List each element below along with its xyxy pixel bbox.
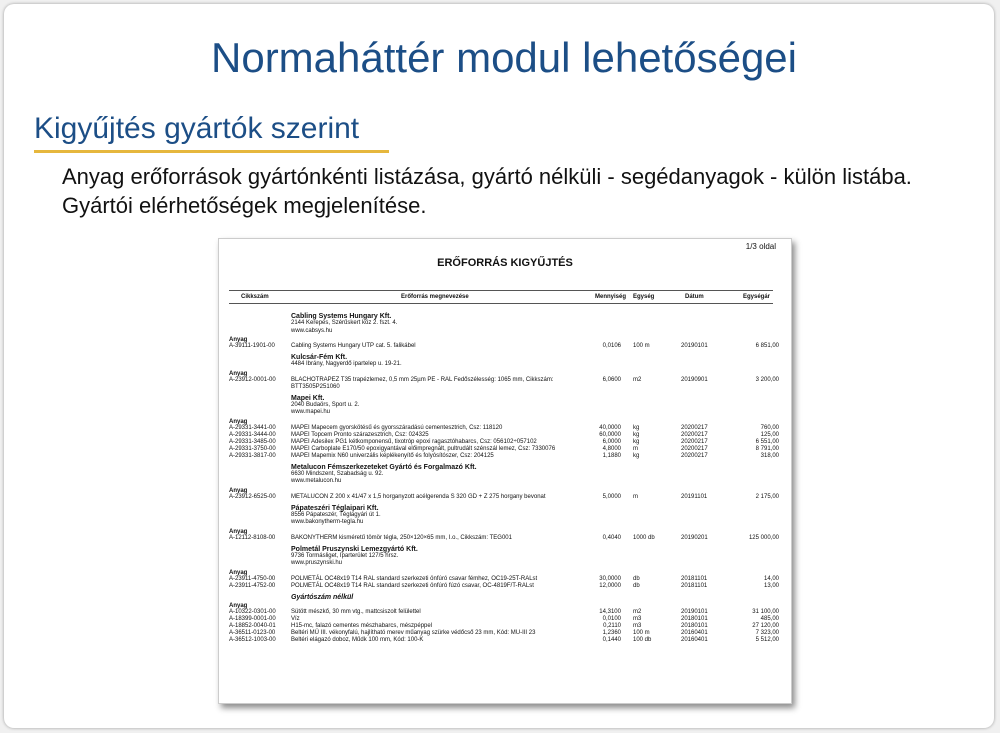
cell-quantity: 5,0000 — [602, 493, 621, 500]
table-row — [229, 534, 779, 542]
cell-unit: db — [633, 575, 640, 582]
manufacturer-section — [229, 354, 779, 391]
cell-unit: 100 m — [633, 343, 650, 349]
slide-subtitle: Kigyűjtés gyártók szerint — [34, 112, 360, 145]
cell-description: H15-mc, falazó cementes mészhabarcs, mészpéppel — [291, 622, 433, 629]
cell-code: A-36511-0123-00 — [229, 629, 276, 636]
manufacturer-address: 2040 Budaörs, Sport u. 2. — [291, 401, 360, 408]
document-content — [229, 313, 779, 648]
manufacturer-name: Pápateszéri Téglaipari Kft. — [291, 504, 379, 512]
subtitle-underline — [34, 150, 389, 153]
cell-price: 31 100,00 — [752, 608, 779, 615]
manufacturer-name: Metalucon Fémszerkezeteket Gyártó és Forgalmazó Kft. — [291, 463, 477, 471]
material-label: Anyag — [229, 487, 248, 494]
cell-unit: m — [633, 445, 638, 452]
cell-date: 20181101 — [681, 575, 708, 582]
cell-unit: db — [633, 582, 640, 589]
cell-price: 5 512,00 — [755, 636, 779, 643]
cell-description: Cabling Systems Hungary UTP cat. 5. falikábel — [291, 343, 416, 349]
cell-unit: 1000 db — [633, 534, 655, 541]
material-label: Anyag — [229, 528, 248, 535]
cell-quantity: 1,1880 — [602, 452, 621, 459]
body-line-1: Anyag erőforrások gyártónkénti listázása, gyártó nélküli - segédanyagok - külön listába. — [62, 164, 912, 189]
cell-description: Beltéri elágazó doboz, Műdk 100 mm, Kód: 100-K — [291, 636, 424, 643]
cell-price: 13,00 — [763, 582, 779, 589]
table-row — [229, 582, 779, 590]
cell-unit: m — [633, 493, 638, 500]
cell-unit: kg — [633, 431, 640, 438]
document-preview — [218, 238, 792, 704]
slide-body — [62, 162, 992, 220]
cell-price: 6 551,00 — [755, 438, 779, 445]
cell-quantity: 0,0100 — [602, 615, 621, 622]
cell-price: 2 175,00 — [755, 493, 779, 500]
cell-date: 20160401 — [681, 636, 708, 643]
manufacturer-address: www.pruszynski.hu — [291, 560, 343, 566]
table-row — [229, 608, 779, 616]
cell-code: A-23911-4750-00 — [229, 575, 276, 582]
header-price: Egységár — [743, 294, 771, 300]
cell-unit: kg — [633, 452, 640, 459]
cell-date: 20190101 — [681, 608, 708, 615]
cell-code: A-39111-1901-00 — [229, 343, 275, 349]
cell-code: A-10322-0301-00 — [229, 608, 276, 615]
cell-date: 20200217 — [681, 445, 708, 452]
document-title: ERŐFORRÁS KIGYŰJTÉS — [437, 257, 573, 269]
cell-unit: m3 — [633, 622, 642, 629]
cell-date: 20181101 — [681, 582, 708, 589]
page-number: 1/3 oldal — [745, 242, 776, 251]
header-date: Dátum — [685, 294, 704, 300]
cell-unit: kg — [633, 438, 640, 445]
cell-description: MAPEI Mapecem gyorskötésű és gyorsszáradású cementesztrich, Csz: 118120 — [291, 424, 503, 431]
manufacturer-address: www.bakonytherm-tegla.hu — [291, 519, 364, 525]
manufacturer-address: 6630 Mindszent, Szabadság u. 92. — [291, 470, 384, 477]
cell-date: 20200217 — [681, 438, 708, 445]
manufacturer-name: Kulcsár-Fém Kft. — [291, 354, 348, 361]
cell-quantity: 0,1440 — [602, 636, 621, 643]
manufacturer-address: 2144 Kerepes, Szérűskert köz 2. fszt. 4. — [291, 320, 398, 326]
cell-quantity: 4,8000 — [602, 445, 621, 452]
material-label: Anyag — [229, 370, 248, 377]
manufacturer-section — [229, 394, 779, 460]
table-row — [229, 629, 779, 637]
cell-code: A-18852-0040-01 — [229, 622, 276, 629]
cell-price: 14,00 — [763, 575, 779, 582]
cell-quantity: 0,0106 — [602, 343, 621, 349]
cell-date: 20190101 — [681, 343, 708, 349]
cell-date: 20180101 — [681, 622, 708, 629]
cell-code: A-18399-0001-00 — [229, 615, 276, 622]
cell-quantity: 12,0000 — [599, 582, 621, 589]
material-label: Anyag — [229, 418, 248, 425]
cell-date: 20190901 — [681, 376, 708, 383]
cell-date: 20180101 — [681, 615, 708, 622]
cell-description: MAPEI Topcem Pronto szárazesztrich, Csz: 024325 — [291, 431, 429, 438]
cell-price: 7 323,00 — [755, 629, 779, 636]
cell-code: A-36512-1003-00 — [229, 636, 276, 643]
cell-unit: 100 db — [633, 636, 652, 643]
cell-description: METALUCON Z 200 x 41/47 x 1,5 horganyzott acélgerenda S 320 GD + Z 275 horgany bevonat — [291, 493, 546, 500]
header-unit: Egység — [633, 294, 655, 300]
cell-description: BLACHOTRAPEZ T35 trapézlemez, 0,5 mm 25µm PE - RAL Fedőszélesség: 1065 mm, Cikkszám: BTT3505P251060 — [291, 376, 554, 390]
cell-quantity: 6,0000 — [602, 438, 621, 445]
manufacturer-address: 8556 Pápateszér, Téglagyári út 1. — [291, 511, 381, 518]
table-row — [229, 424, 779, 432]
cell-code: A-29331-3817-00 — [229, 452, 276, 459]
manufacturer-name: Cabling Systems Hungary Kft. — [291, 313, 392, 320]
table-row — [229, 376, 779, 391]
cell-price: 8 791,00 — [755, 445, 779, 452]
cell-code: A-23912-6525-00 — [229, 493, 276, 500]
table-row — [229, 636, 779, 644]
cell-quantity: 60,0000 — [599, 431, 621, 438]
cell-description: MAPEI Mapemix N60 univerzális képlékenyítő és folyósítószer, Csz: 204125 — [291, 452, 494, 459]
cell-date: 20200217 — [681, 452, 708, 459]
manufacturer-name: Polmetál Pruszynski Lemezgyártó Kft. — [291, 545, 418, 553]
cell-description: Víz — [291, 615, 300, 622]
table-row — [229, 493, 779, 501]
cell-price: 125 000,00 — [748, 534, 779, 541]
cell-quantity: 40,0000 — [599, 424, 621, 431]
table-row — [229, 615, 779, 623]
cell-date: 20200217 — [681, 424, 708, 431]
cell-code: A-23911-4752-00 — [229, 582, 276, 589]
header-code: Cikkszám — [241, 294, 269, 300]
cell-quantity: 30,0000 — [599, 575, 621, 582]
cell-quantity: 0,4040 — [602, 534, 621, 541]
cell-unit: 100 m — [633, 629, 650, 636]
manufacturer-section — [229, 313, 779, 350]
cell-description: MAPEI Adesilex PG1 kétkomponensű, tixotróp epoxi ragasztóhabarcs, Csz: 056102÷057102 — [291, 438, 537, 445]
header-name: Erőforrás megnevezése — [401, 294, 469, 300]
cell-quantity: 0,2110 — [603, 622, 621, 629]
table-row — [229, 452, 779, 460]
manufacturer-address: www.mapei.hu — [291, 409, 331, 415]
cell-code: A-29331-3441-00 — [229, 424, 276, 431]
manufacturer-section — [229, 504, 779, 542]
cell-description: POLMETÁL OC48x19 T14 RAL standard szerkezeti önfúró csavar fémhez, OC19-25T-RALst — [291, 575, 538, 582]
table-header — [229, 290, 773, 304]
manufacturer-address: 4484 Ibrány, Nagyerdő ipartelep u. 19-21. — [291, 361, 402, 367]
cell-quantity: 14,3100 — [599, 608, 621, 615]
table-row — [229, 343, 779, 350]
cell-unit: m3 — [633, 615, 642, 622]
cell-date: 20191101 — [681, 493, 708, 500]
table-row — [229, 622, 779, 630]
table-row — [229, 431, 779, 439]
table-row — [229, 445, 779, 453]
manufacturer-address: www.cabsys.hu — [291, 327, 333, 334]
slide — [4, 4, 994, 728]
cell-price: 318,00 — [760, 452, 779, 459]
cell-code: A-23912-0001-00 — [229, 376, 276, 383]
cell-quantity: 6,0600 — [602, 376, 621, 383]
cell-price: 485,00 — [760, 615, 779, 622]
cell-unit: m2 — [633, 608, 642, 615]
cell-code: A-29331-3444-00 — [229, 431, 276, 438]
cell-description: MAPEI Carboplate E170/50 epoxigyantával előimpregnált, pultrudált szénszál lemez, Csz: 7330076 — [291, 445, 556, 452]
cell-description: Beltéri MÜ III. vékonyfalú, hajlítható merev műanyag szürke védőcső 23 mm, Kód: MU-III 23 — [291, 629, 536, 636]
cell-price: 27 120,00 — [752, 622, 779, 629]
manufacturer-section — [229, 593, 779, 644]
cell-unit: kg — [633, 424, 640, 431]
table-row — [229, 575, 779, 583]
cell-description: POLMETÁL OC48x19 T14 RAL standard szerkezeti önfúró fúzó csavar, OC-4819F/T-RALst — [291, 582, 534, 589]
manufacturer-name: Mapei Kft. — [291, 394, 325, 402]
manufacturer-address: 9736 Tormásliget, Iparterület 127/5 hrsz. — [291, 552, 399, 559]
cell-code: A-29331-3485-00 — [229, 438, 276, 445]
slide-title: Normaháttér modul lehetőségei — [211, 34, 797, 81]
cell-date: 20200217 — [681, 431, 708, 438]
material-label: Anyag — [229, 602, 248, 609]
cell-code: A-29331-3750-00 — [229, 445, 276, 452]
cell-date: 20190201 — [681, 534, 708, 541]
cell-price: 3 200,00 — [755, 376, 779, 383]
material-label: Anyag — [229, 569, 248, 576]
manufacturer-address: www.metalucon.hu — [291, 478, 342, 484]
cell-code: A-12112-8108-00 — [229, 534, 276, 541]
body-line-2: Gyártói elérhetőségek megjelenítése. — [62, 193, 427, 218]
cell-unit: m2 — [633, 376, 642, 383]
cell-description: Sütött mészkő, 30 mm vtg., mattcsiszolt felülettel — [291, 608, 421, 615]
cell-quantity: 1,2360 — [602, 629, 621, 636]
cell-price: 125,00 — [760, 431, 779, 438]
material-label: Anyag — [229, 337, 248, 343]
cell-date: 20160401 — [681, 629, 708, 636]
manufacturer-section — [229, 463, 779, 501]
cell-price: 760,00 — [760, 424, 779, 431]
cell-description: BAKONYTHERM kisméretű tömör tégla, 250×120×65 mm, I.o., Cikkszám: TEG001 — [291, 534, 512, 541]
cell-price: 6 851,00 — [755, 343, 779, 349]
manufacturer-section — [229, 545, 779, 590]
table-row — [229, 438, 779, 446]
header-qty: Mennyiség — [595, 294, 627, 300]
manufacturer-name: Gyártószám nélkül — [291, 593, 354, 601]
